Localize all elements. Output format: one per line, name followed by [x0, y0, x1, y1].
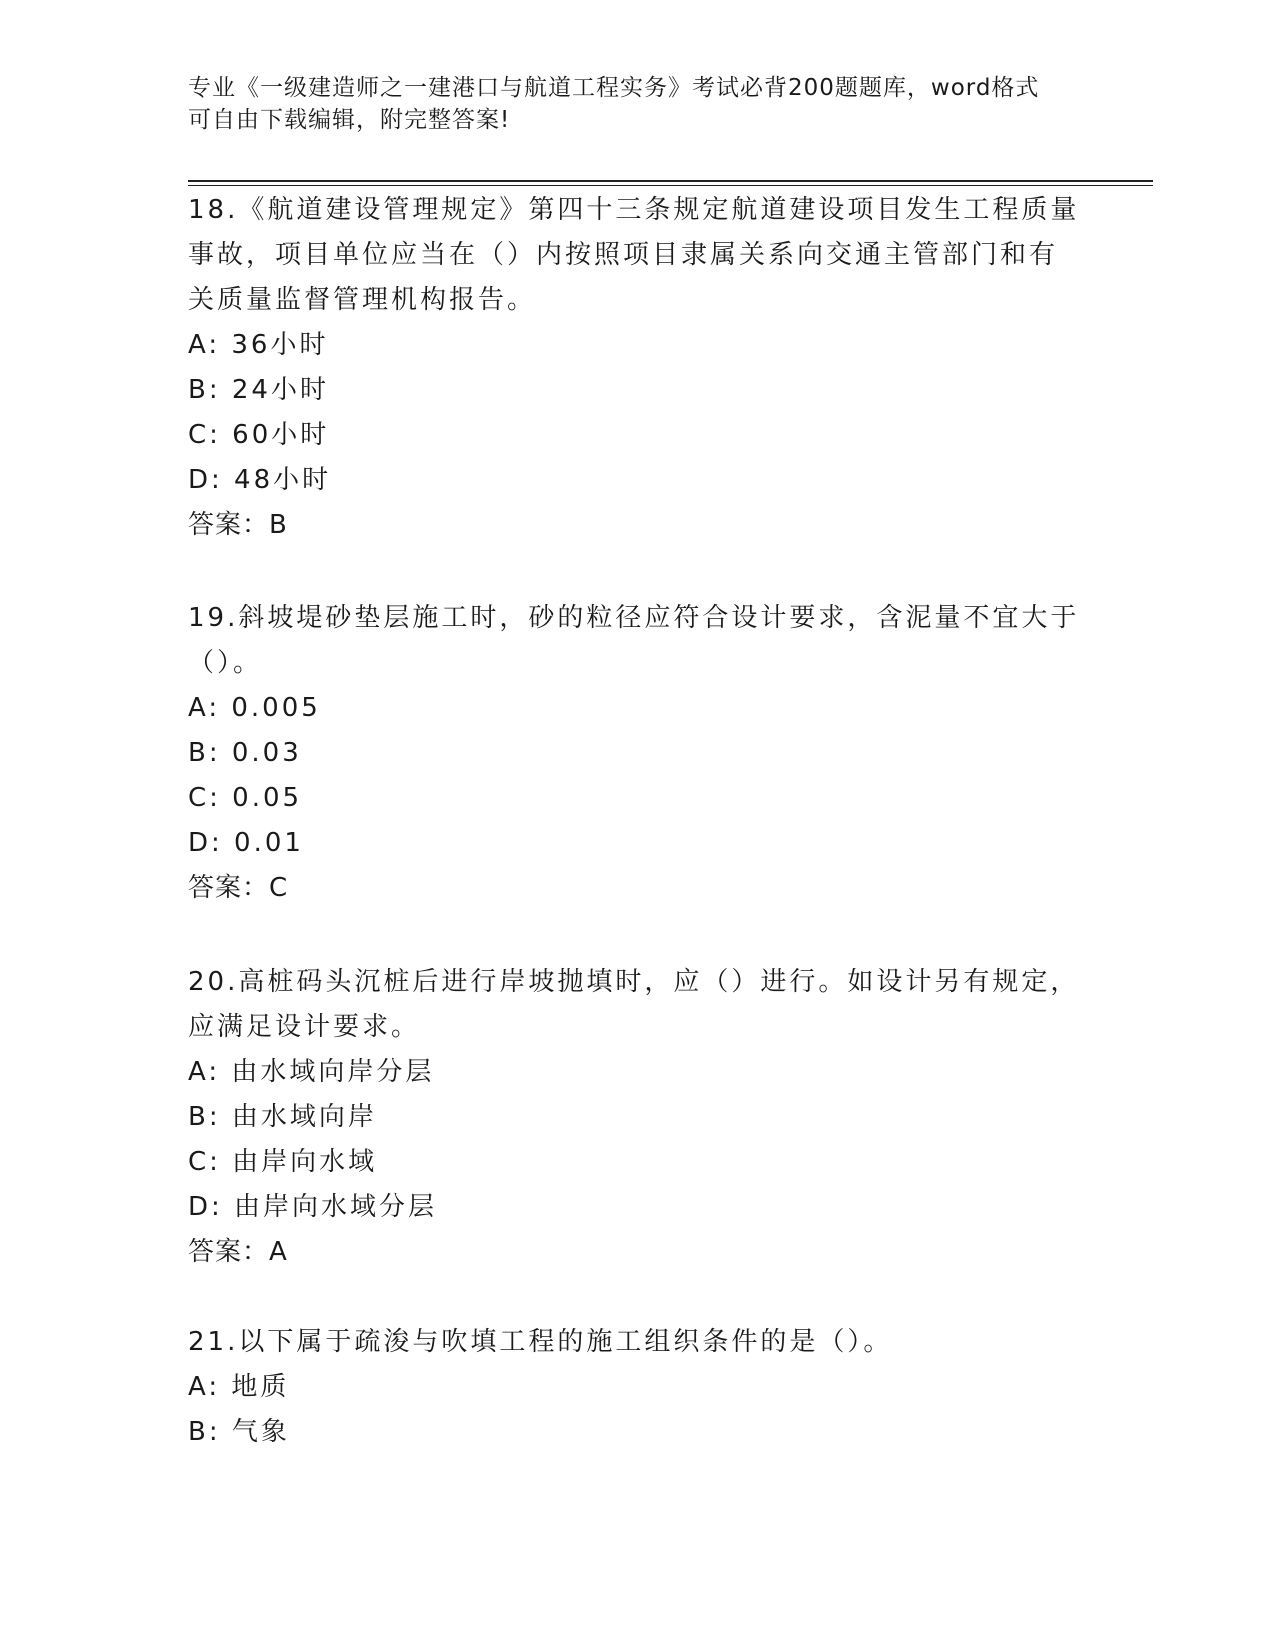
option-b: B: 24小时 — [188, 375, 329, 405]
header-line-2: 可自由下载编辑，附完整答案! — [188, 107, 511, 133]
option-d: D: 48小时 — [188, 465, 332, 495]
question-21 — [188, 1320, 1088, 1455]
question-text-line: 事故，项目单位应当在（）内按照项目隶属关系向交通主管部门和有 — [188, 240, 1059, 270]
option-b: B: 由水域向岸 — [188, 1102, 377, 1132]
option-d: D: 0.01 — [188, 828, 304, 858]
question-20 — [188, 960, 1088, 1275]
option-c: C: 由岸向水域 — [188, 1147, 378, 1177]
header-line-1: 专业《一级建造师之一建港口与航道工程实务》考试必背200题题库，word格式 — [188, 75, 1040, 101]
document-header — [188, 72, 1088, 136]
header-divider-thick — [188, 180, 1153, 182]
question-text-line: 20.高桩码头沉桩后进行岸坡抛填时，应（）进行。如设计另有规定， — [188, 967, 1080, 997]
question-text-line: 关质量监督管理机构报告。 — [188, 285, 537, 315]
question-18 — [188, 188, 1088, 548]
question-text-line: 21.以下属于疏浚与吹填工程的施工组织条件的是（）。 — [188, 1327, 893, 1357]
question-text-line: （）。 — [188, 648, 263, 678]
option-a: A: 36小时 — [188, 330, 329, 360]
option-d: D: 由岸向水域分层 — [188, 1192, 438, 1222]
question-text-line: 18.《航道建设管理规定》第四十三条规定航道建设项目发生工程质量 — [188, 195, 1080, 225]
answer: 答案：B — [188, 510, 288, 540]
option-b: B: 气象 — [188, 1417, 290, 1447]
answer: 答案：A — [188, 1237, 288, 1267]
question-text-line: 应满足设计要求。 — [188, 1012, 421, 1042]
header-divider-thin — [188, 185, 1153, 186]
option-c: C: 0.05 — [188, 783, 303, 813]
option-c: C: 60小时 — [188, 420, 330, 450]
option-a: A: 由水域向岸分层 — [188, 1057, 435, 1087]
question-text-line: 19.斜坡堤砂垫层施工时，砂的粒径应符合设计要求，含泥量不宜大于 — [188, 603, 1080, 633]
answer: 答案：C — [188, 873, 289, 903]
question-19 — [188, 596, 1088, 911]
option-b: B: 0.03 — [188, 738, 302, 768]
option-a: A: 地质 — [188, 1372, 290, 1402]
option-a: A: 0.005 — [188, 693, 321, 723]
